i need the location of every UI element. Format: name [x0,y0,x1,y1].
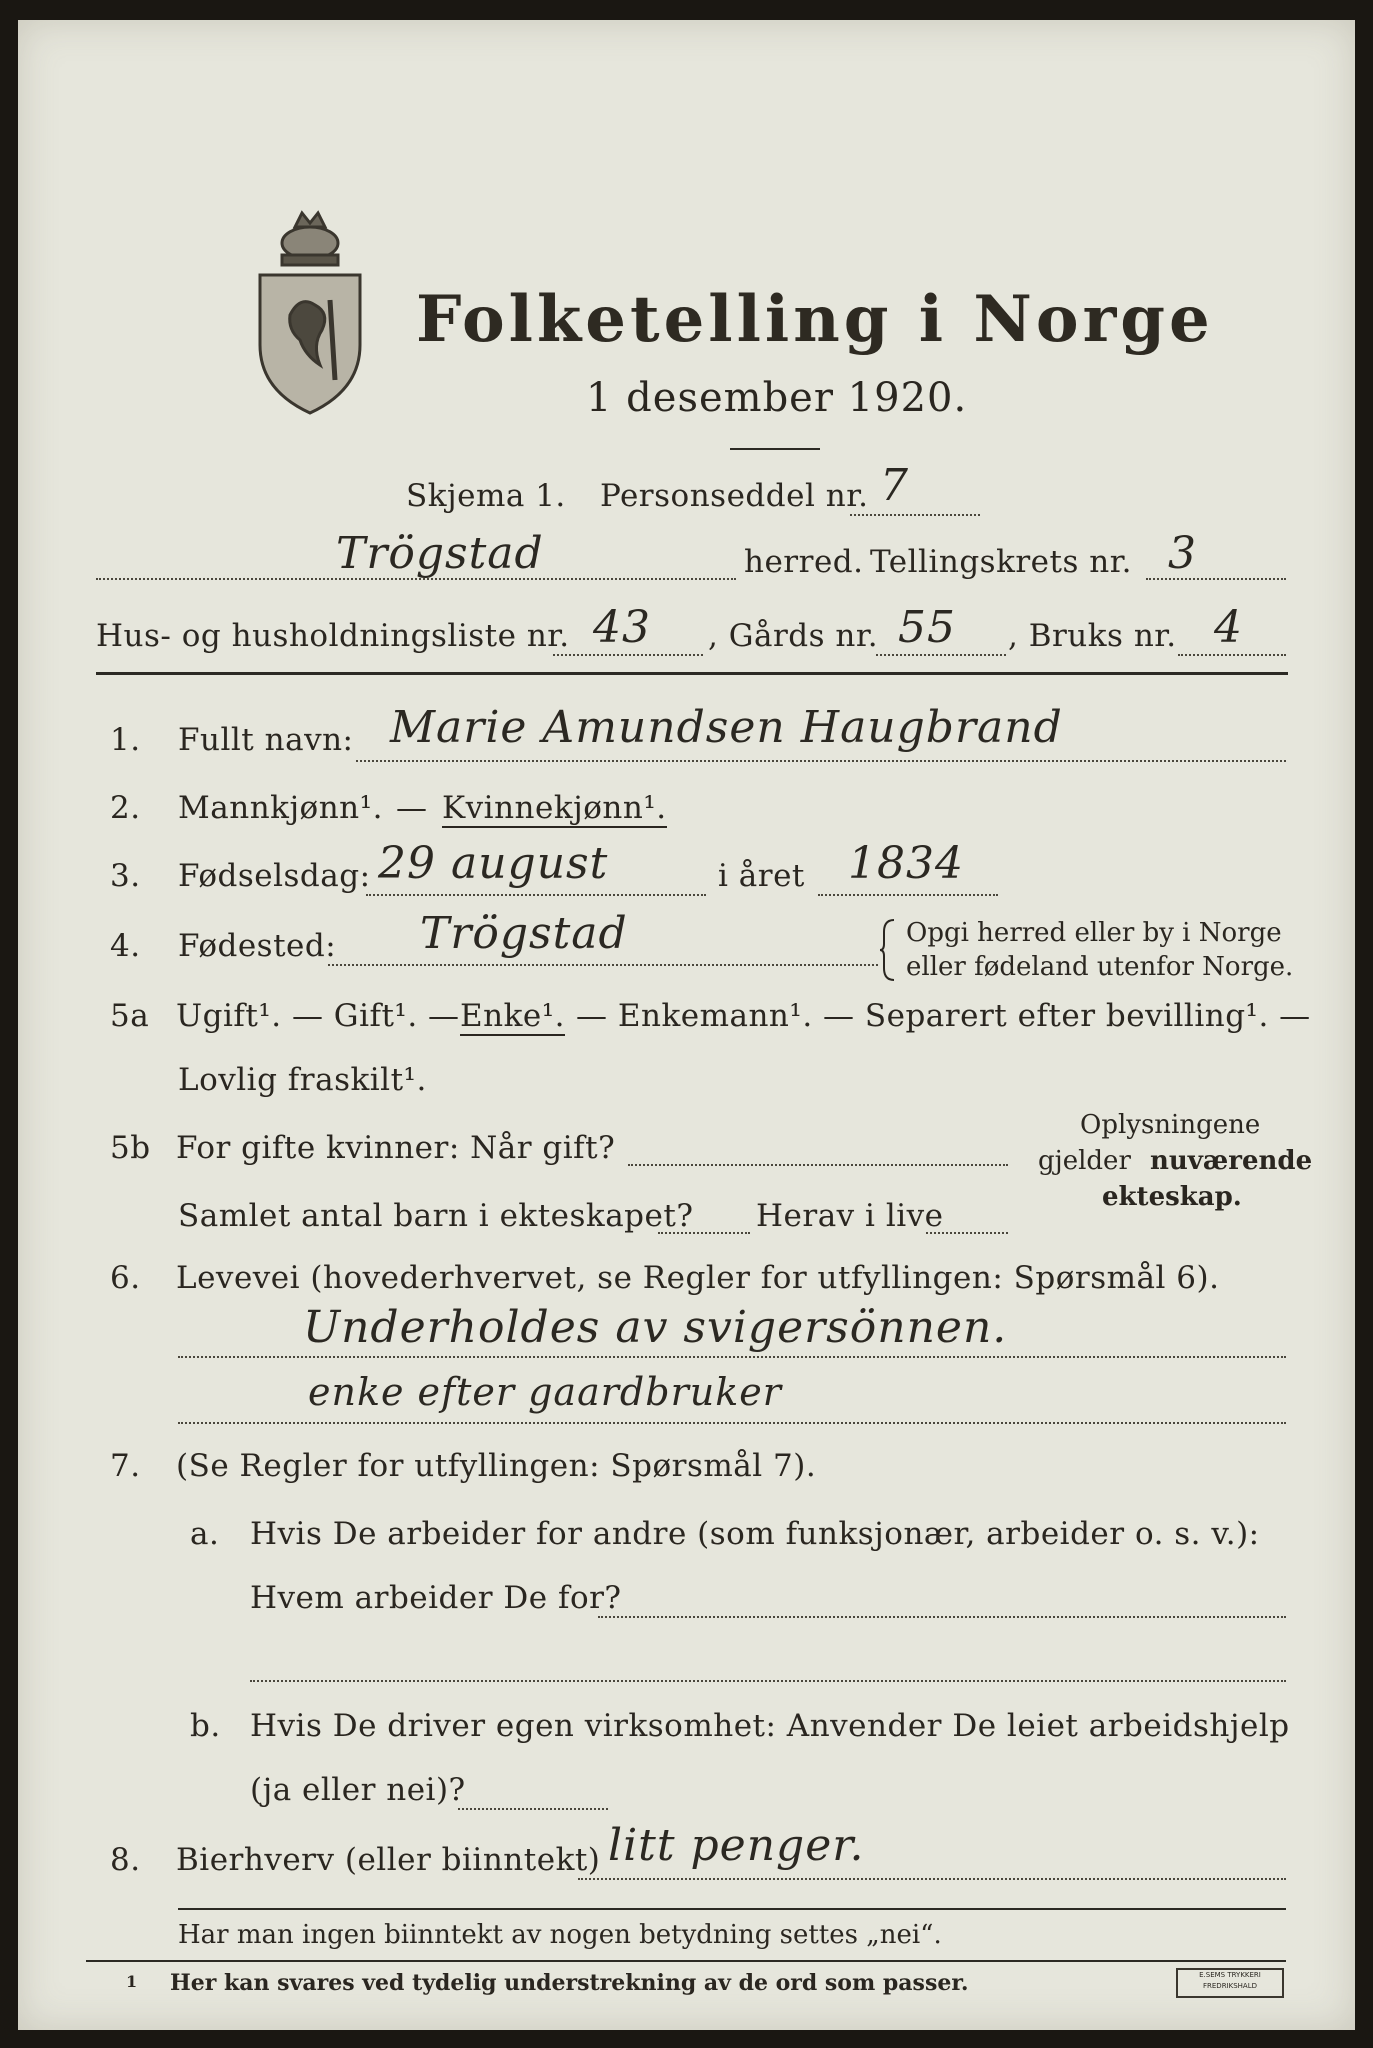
q4-line [328,964,878,966]
q6-line1 [178,1356,1286,1358]
q3-year-line [818,894,998,896]
q7b-yesno-line [458,1808,608,1810]
q3-number: 3. [110,858,141,894]
personseddel-line [850,514,980,516]
q1-value: Marie Amundsen Haugbrand [390,702,1063,753]
herred-value: Trögstad [336,528,544,579]
q7b-yesno-label: (ja eller nei)? [250,1772,466,1808]
q7a-letter: a. [190,1516,220,1552]
q8-number: 8. [110,1842,141,1878]
q2-mann: Mannkjønn¹. [178,790,383,826]
gards-label: , Gårds nr. [708,618,879,654]
q7a-employer-line1 [598,1616,1286,1618]
q3-line [366,894,706,896]
q7a-label: Hvis De arbeider for andre (som funksjonær, arbeider o. s. v.): [250,1516,1260,1552]
q4-note-line2: eller fødeland utenfor Norge. [906,952,1294,982]
q7-label: (Se Regler for utfyllingen: Spørsmål 7). [176,1448,817,1484]
personseddel-value: 7 [880,460,909,511]
q2-dash: — [396,790,428,826]
q5b-alive-label: Herav i live [756,1198,944,1234]
q1-number: 1. [110,722,141,758]
q4-label: Fødested: [178,928,337,964]
coat-of-arms-icon [250,205,370,420]
bottom-rule [178,1908,1286,1910]
census-form [18,20,1355,2030]
herred-label: herred. [744,544,864,580]
q1-line [356,760,1286,762]
q5b-note-line1: Oplysningene [1080,1110,1261,1140]
census-date: 1 desember 1920. [586,375,968,421]
q7b-label: Hvis De driver egen virksomhet: Anvender De leiet arbeidshjelp [250,1708,1290,1744]
q4-note-line1: Opgi herred eller by i Norge [906,918,1282,948]
q8-value: litt penger. [608,1820,865,1871]
q4-value: Trögstad [420,908,628,959]
bruks-label: , Bruks nr. [1008,618,1177,654]
footnote-mark: 1 [126,1972,138,1991]
q2-number: 2. [110,790,141,826]
q7a-employer-line2 [250,1680,1286,1682]
husliste-label: Hus- og husholdningsliste nr. [96,618,570,654]
tellingskrets-label: Tellingskrets nr. [870,544,1132,580]
q3-year-value: 1834 [848,838,964,889]
q7a-employer-label: Hvem arbeider De for? [250,1580,622,1616]
q5b-label: For gifte kvinner: Når gift? [176,1130,616,1166]
husliste-line [553,654,703,656]
q5b-number: 5b [110,1130,151,1166]
gards-value: 55 [898,602,956,653]
q7b-letter: b. [190,1708,221,1744]
form-title: Folketelling i Norge [416,282,1214,357]
q3-value: 29 august [378,838,609,889]
q3-year-label: i året [718,858,805,894]
q2-kvinne: Kvinnekjønn¹. [442,790,667,826]
bruks-value: 4 [1214,602,1243,653]
q5a-number: 5a [110,998,150,1034]
q5b-note-current: nuværende [1150,1146,1313,1176]
q5a-ugift-gift: Ugift¹. — Gift¹. — [176,998,460,1034]
q6-label: Levevei (hovederhvervet, se Regler for utfyllingen: Spørsmål 6). [176,1260,1220,1296]
q6-value2: enke efter gaardbruker [308,1370,782,1414]
footnote-rule [86,1960,1286,1962]
q8-label: Bierhverv (eller biinntekt) [176,1842,601,1878]
brace-icon [880,918,898,982]
q5a-enke: Enke¹. [460,998,566,1034]
q6-line2 [178,1422,1286,1424]
q5b-alive-line [926,1232,1008,1234]
q5b-note-marriage: ekteskap. [1102,1182,1242,1212]
q1-label: Fullt navn: [178,722,354,758]
q5a-other-options: — Enkemann¹. — Separert efter bevilling¹. — [576,998,1311,1034]
q5b-note-gjelder: gjelder [1038,1146,1131,1176]
schema-label: Skjema 1. [406,478,566,514]
printer-stamp: E.SEMS TRYKKERI FREDRIKSHALD [1176,1968,1284,1998]
q7-number: 7. [110,1448,141,1484]
tellingskrets-line [1146,578,1286,580]
header-rule [96,672,1288,675]
gards-line [876,654,1006,656]
q3-label: Fødselsdag: [178,858,371,894]
title-divider [730,448,820,450]
footnote: Her kan svares ved tydelig understrekning av de ord som passer. [170,1970,969,1996]
biinntekt-note: Har man ingen biinntekt av nogen betydning settes „nei“. [178,1920,942,1950]
personseddel-label: Personseddel nr. [600,478,869,514]
bruks-line [1178,654,1286,656]
husliste-value: 43 [593,602,651,653]
q5b-children-label: Samlet antal barn i ekteskapet? [178,1198,694,1234]
q5b-married-line [628,1164,1008,1166]
q4-number: 4. [110,928,141,964]
q5a-fraskilt: Lovlig fraskilt¹. [178,1062,427,1098]
q8-line [578,1878,1286,1880]
q6-value1: Underholdes av svigersönnen. [303,1302,1008,1353]
q6-number: 6. [110,1260,141,1296]
q5b-children-line [658,1232,750,1234]
tellingskrets-value: 3 [1168,528,1197,579]
